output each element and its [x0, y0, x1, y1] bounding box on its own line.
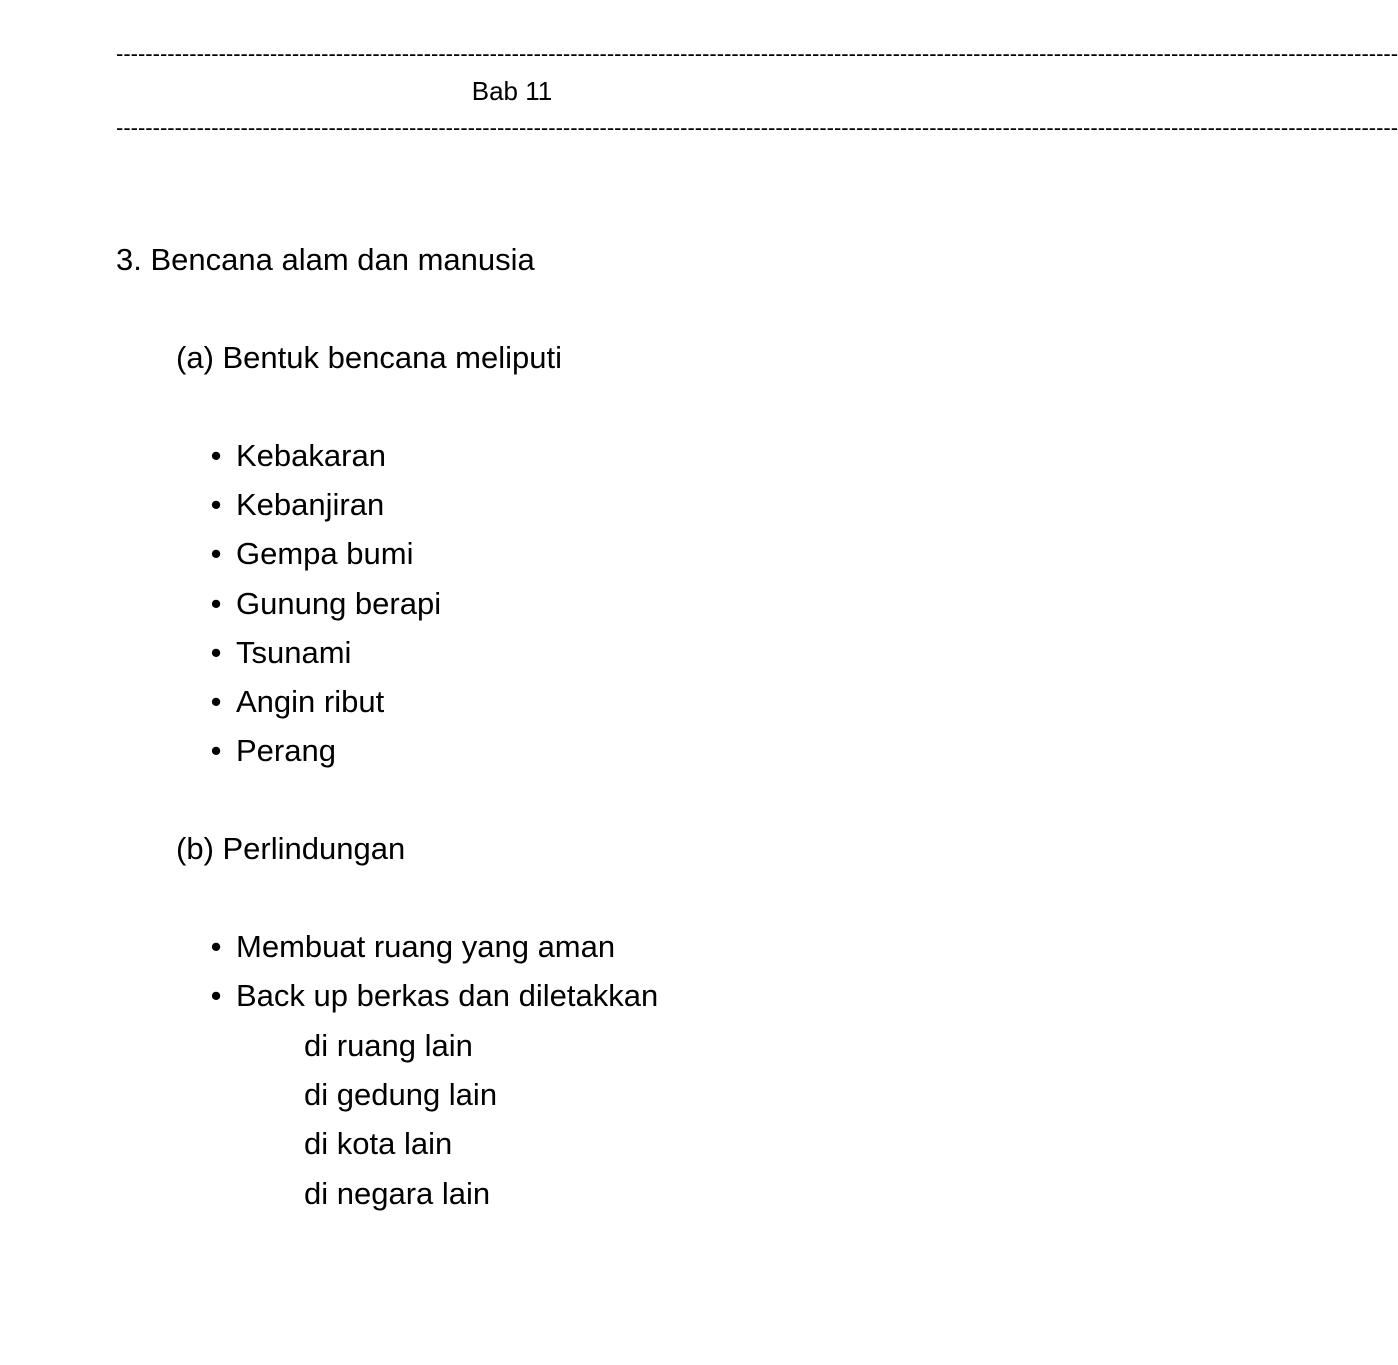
part-b-sub-list [304, 1021, 497, 1218]
bullet: • [210, 683, 222, 719]
list-item [196, 480, 441, 529]
chapter-title: Bab 11 [471, 76, 553, 106]
part-b-title: (b) Perlindungan [176, 831, 406, 866]
list-item-label: Perang [236, 733, 336, 769]
list-item-label: Back up berkas dan diletakkan [236, 978, 659, 1014]
bullet: • [210, 438, 222, 473]
list-item-label: Angin ribut [236, 683, 385, 719]
bullet: • [210, 634, 222, 670]
list-item-label: Gempa bumi [236, 536, 414, 572]
list-item [196, 579, 441, 628]
section-title: 3. Bencana alam dan manusia [116, 242, 535, 277]
bullet: • [210, 585, 222, 621]
list-item [196, 431, 441, 480]
list-item [196, 529, 441, 578]
list-item [196, 922, 658, 971]
list-item-label: Kebanjiran [236, 487, 385, 523]
list-item-label: Membuat ruang yang aman [236, 929, 616, 964]
list-item [196, 726, 441, 775]
list-item [196, 628, 441, 677]
part-a-title: (a) Bentuk bencana meliputi [176, 340, 563, 375]
bullet: • [210, 929, 222, 964]
bullet: • [210, 978, 222, 1014]
list-item-label: Gunung berapi [236, 585, 442, 621]
header-rule-bottom: ------------------------------------------------------------------------------------------------------------------------------------------------------------------------------- [116, 115, 1398, 140]
sub-list-item: di negara lain [304, 1175, 491, 1211]
part-b-list [196, 922, 658, 1020]
bullet: • [210, 733, 222, 769]
list-item-label: Kebakaran [236, 438, 386, 473]
list-item-label: Tsunami [236, 634, 352, 670]
sub-list-item: di gedung lain [304, 1077, 498, 1113]
sub-list-item: di ruang lain [304, 1028, 473, 1063]
bullet: • [210, 536, 222, 572]
bullet: • [210, 487, 222, 523]
header-rule-top: ------------------------------------------------------------------------------------------------------------------------------------------------------------------------------- [116, 41, 1398, 66]
list-item [196, 677, 441, 726]
list-item [196, 971, 658, 1020]
part-a-list [196, 431, 441, 775]
sub-list-item: di kota lain [304, 1126, 453, 1162]
